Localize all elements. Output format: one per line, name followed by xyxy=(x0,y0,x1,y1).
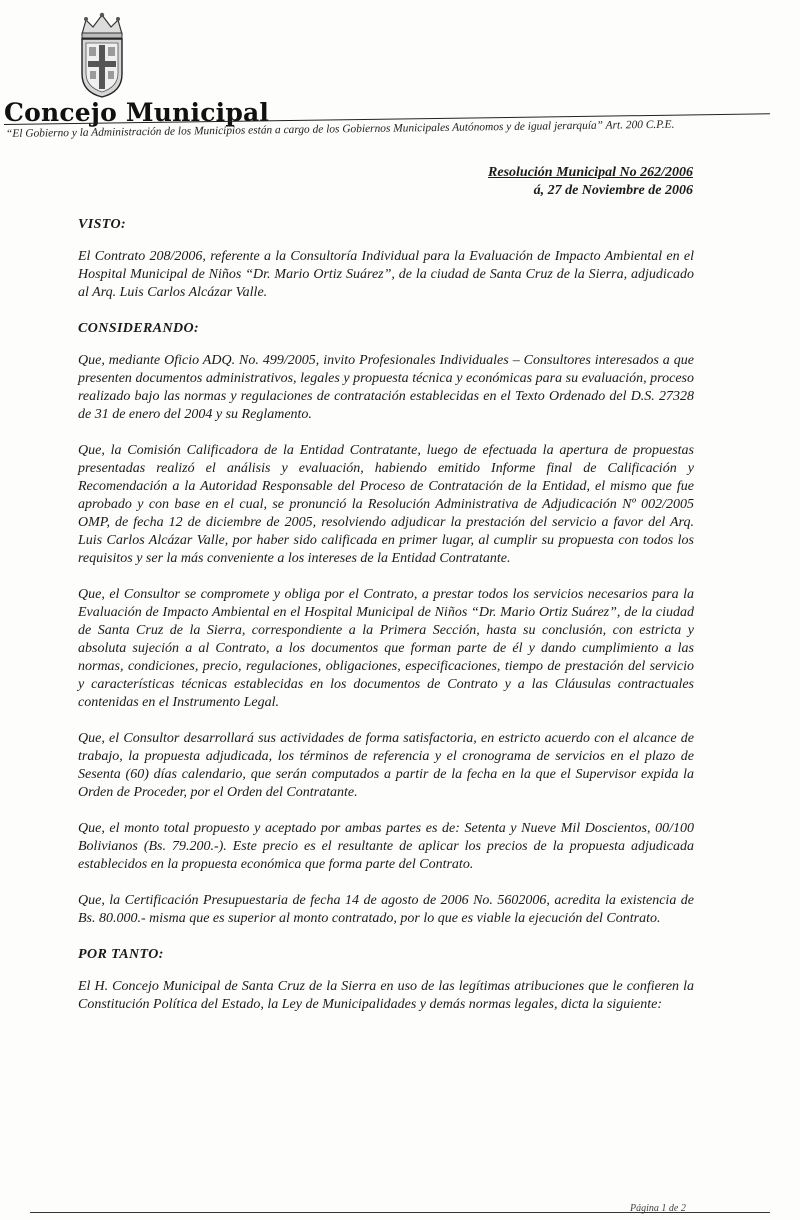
resolution-number: Resolución Municipal No 262/2006 xyxy=(488,165,693,180)
document-body xyxy=(78,216,694,1032)
visto-paragraph: El Contrato 208/2006, referente a la Consultoría Individual para la Evaluación de Impacto Ambiental en el Hospital Municipal de Niños “Dr. Mario Ortiz Suárez”, de la ciudad de Santa Cruz de la Sierra, adjudicado al Arq. Luis Carlos Alcázar Valle. xyxy=(78,249,694,300)
coat-of-arms-icon xyxy=(76,12,128,98)
section-title-visto: VISTO: xyxy=(78,217,127,232)
resolution-date: á, 27 de Noviembre de 2006 xyxy=(533,183,693,198)
considerando-paragraph: Que, la Comisión Calificadora de la Entidad Contratante, luego de efectuada la apertura de propuestas presentadas realizó el análisis y evaluación, habiendo emitido Informe final de Calificación y Recomendación a la Autoridad Responsable del Proceso de Contratación de la Entidad, el mismo que fue aprobado y con base en el cual, se pronunció la Resolución Administrativa de Adjudicación Nº 002/2005 OMP, de fecha 12 de diciembre de 2005, resolviendo adjudicar la prestación del servicio a favor del Arq. Luis Carlos Alcázar Valle, por haber sido calificada en primer lugar, al cumplir su propuesta con todos los requisitos y ser la más conveniente a los intereses de la Entidad Contratante. xyxy=(78,443,694,566)
considerando-paragraph: Que, mediante Oficio ADQ. No. 499/2005, invito Profesionales Individuales – Consultores interesados a que presenten documentos administrativos, legales y propuesta técnica y económicas para su evaluación, proceso realizado bajo las normas y regulaciones de contratación establecidas en el Texto Ordenado del D.S. 27328 de 31 de enero del 2004 y su Reglamento. xyxy=(78,353,694,422)
organization-name: Concejo Municipal xyxy=(4,98,270,127)
considerando-paragraph: Que, el Consultor desarrollará sus actividades de forma satisfactoria, en estricto acuerdo con el alcance de trabajo, la propuesta adjudicada, los términos de referencia y el cronograma de servicios en el plazo de Sesenta (60) días calendario, que serán computados a partir de la fecha en la que el Supervisor expida la Orden de Proceder, por el Orden del Contratante. xyxy=(78,731,694,800)
resolution-heading xyxy=(488,164,693,200)
por-tanto-paragraph: El H. Concejo Municipal de Santa Cruz de la Sierra en uso de las legítimas atribuciones que le confieren la Constitución Política del Estado, la Ley de Municipalidades y demás normas legales, dicta la siguiente: xyxy=(78,979,694,1012)
considerando-paragraph: Que, el Consultor se compromete y obliga por el Contrato, a prestar todos los servicios necesarios para la Evaluación de Impacto Ambiental en el Hospital Municipal de Niños “Dr. Mario Ortiz Suárez”, de la ciudad de Santa Cruz de la Sierra, correspondiente a la Primera Sección, hasta su conclusión, con estricta y absoluta sujeción a al Contrato, a los documentos que forman parte de él y dando cumplimiento a las normas, condiciones, precio, regulaciones, obligaciones, especificaciones, tiempo de prestación del servicio y características técnicas establecidas en los documentos de Contrato y a las Cláusulas contractuales contenidas en el Instrumento Legal. xyxy=(78,587,694,710)
footer-divider xyxy=(30,1212,770,1213)
constitution-quote: “El Gobierno y la Administración de los Municipios están a cargo de los Gobiernos Municipales Autónomos y de igual jerarquía” Art. 200 C.P.E. xyxy=(5,118,675,140)
page-number: Página 1 de 2 xyxy=(630,1203,686,1214)
section-title-por-tanto: POR TANTO: xyxy=(78,947,164,962)
section-title-considerando: CONSIDERANDO: xyxy=(78,321,200,336)
considerando-paragraph: Que, la Certificación Presupuestaria de fecha 14 de agosto de 2006 No. 5602006, acredita la existencia de Bs. 80.000.- misma que es superior al monto contratado, por lo que es viable la ejecución del Contrato. xyxy=(78,893,694,926)
considerando-paragraph: Que, el monto total propuesto y aceptado por ambas partes es de: Setenta y Nueve Mil Doscientos, 00/100 Bolivianos (Bs. 79.200.-). Este precio es el resultante de aplicar los precios de la propuesta adjudicada establecidos en la propuesta económica que forma parte del Contrato. xyxy=(78,821,694,872)
